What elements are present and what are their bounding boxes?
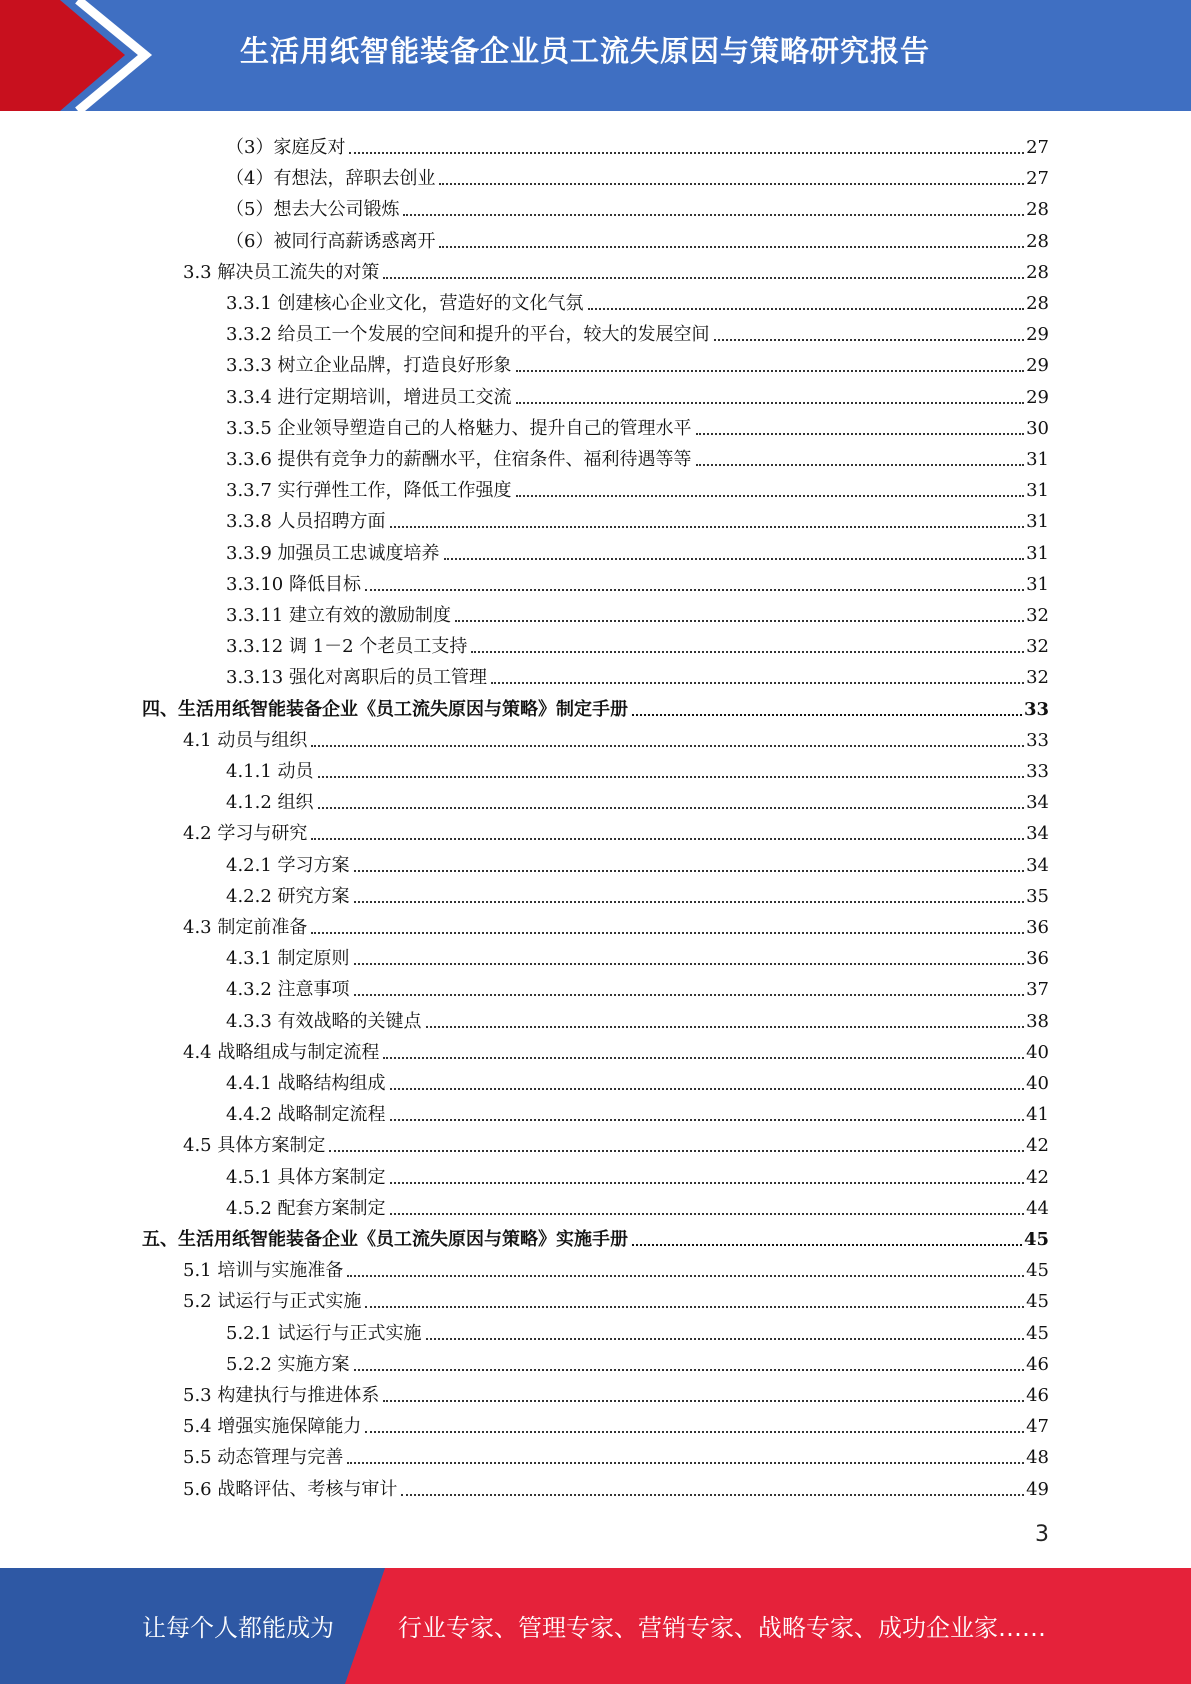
footer-slogan-list: 行业专家、管理专家、营销专家、战略专家、成功企业家…… [398, 1614, 1046, 1642]
toc-dot-leader [354, 901, 1025, 903]
toc-dot-leader [318, 807, 1025, 809]
toc-dot-leader [696, 433, 1025, 435]
toc-entry[interactable] [183, 253, 1049, 284]
toc-dot-leader [439, 246, 1024, 248]
toc-entry-page: 28 [1026, 293, 1049, 314]
toc-entry[interactable] [226, 1314, 1049, 1345]
toc-entry-page: 34 [1026, 792, 1049, 814]
toc-entry[interactable] [226, 846, 1049, 877]
toc-entry-page: 40 [1026, 1073, 1049, 1094]
toc-entry-page: 35 [1026, 885, 1049, 907]
toc-dot-leader [471, 651, 1024, 653]
toc-entry[interactable] [226, 315, 1049, 346]
toc-entry[interactable] [226, 565, 1049, 596]
toc-entry-label: 3.3.12 调 1－2 个老员工支持 [226, 636, 468, 658]
toc-entry-page: 40 [1026, 1041, 1049, 1063]
toc-entry[interactable] [226, 970, 1049, 1001]
toc-entry[interactable] [183, 1407, 1049, 1438]
toc-entry-page: 34 [1026, 823, 1049, 845]
toc-entry-label: （3）家庭反对 [226, 137, 346, 158]
toc-entry[interactable] [226, 1345, 1049, 1376]
toc-entry[interactable] [183, 1470, 1049, 1501]
toc-entry[interactable] [226, 471, 1049, 502]
toc-entry[interactable] [183, 1438, 1049, 1469]
toc-entry-label: 5.2 试运行与正式实施 [183, 1291, 362, 1313]
toc-entry[interactable] [183, 1126, 1049, 1157]
toc-dot-leader [390, 1088, 1025, 1090]
toc-entry-page: 29 [1026, 386, 1049, 408]
toc-entry-label: 5.4 增强实施保障能力 [183, 1416, 362, 1438]
toc-entry-page: 49 [1026, 1478, 1049, 1500]
toc-entry-label: 3.3.5 企业领导塑造自己的人格魅力、提升自己的管理水平 [226, 417, 692, 439]
toc-entry[interactable] [226, 658, 1049, 689]
toc-dot-leader [318, 776, 1025, 778]
toc-entry-page: 44 [1026, 1197, 1049, 1219]
toc-dot-leader [354, 994, 1025, 996]
toc-entry[interactable] [226, 1158, 1049, 1189]
toc-entry-page: 36 [1026, 917, 1049, 938]
toc-entry[interactable] [226, 1064, 1049, 1095]
toc-entry-page: 32 [1026, 605, 1049, 626]
toc-entry[interactable] [226, 346, 1049, 377]
toc-dot-leader [632, 1244, 1022, 1246]
toc-dot-leader [516, 370, 1025, 372]
report-title: 生活用纸智能装备企业员工流失原因与策略研究报告 [240, 34, 931, 68]
toc-entry-label: 四、生活用纸智能装备企业《员工流失原因与策略》制定手册 [142, 698, 628, 720]
toc-entry-label: 3.3 解决员工流失的对策 [183, 261, 380, 283]
toc-entry-page: 29 [1026, 324, 1049, 346]
toc-entry-page: 38 [1026, 1010, 1049, 1032]
toc-dot-leader [311, 838, 1024, 840]
toc-entry[interactable] [226, 1095, 1049, 1126]
toc-dot-leader [329, 1150, 1024, 1152]
toc-entry[interactable] [142, 1220, 1049, 1251]
toc-entry[interactable] [226, 409, 1049, 440]
toc-entry-page: 46 [1026, 1385, 1049, 1406]
toc-entry[interactable] [226, 222, 1049, 253]
toc-entry[interactable] [226, 159, 1049, 190]
toc-entry[interactable] [183, 814, 1049, 845]
toc-entry-page: 28 [1026, 261, 1049, 283]
toc-entry-page: 46 [1026, 1353, 1049, 1375]
toc-entry-page: 28 [1026, 199, 1049, 221]
toc-entry-label: 4.4 战略组成与制定流程 [183, 1041, 380, 1063]
toc-entry-label: 3.3.4 进行定期培训，增进员工交流 [226, 386, 512, 408]
toc-dot-leader [426, 1026, 1025, 1028]
toc-entry[interactable] [226, 1002, 1049, 1033]
toc-entry-page: 33 [1026, 761, 1049, 782]
toc-entry-page: 29 [1026, 355, 1049, 377]
toc-entry-label: 4.1.1 动员 [226, 761, 314, 782]
toc-entry[interactable] [226, 284, 1049, 315]
page-header [0, 0, 1191, 111]
toc-entry[interactable] [183, 721, 1049, 752]
toc-entry-page: 31 [1026, 573, 1049, 595]
toc-entry[interactable] [142, 690, 1049, 721]
toc-entry[interactable] [226, 440, 1049, 471]
toc-entry-label: 3.3.3 树立企业品牌，打造良好形象 [226, 355, 512, 377]
toc-dot-leader [588, 308, 1025, 310]
toc-entry[interactable] [226, 502, 1049, 533]
toc-entry-page: 30 [1026, 417, 1049, 439]
toc-entry[interactable] [226, 939, 1049, 970]
toc-entry[interactable] [226, 378, 1049, 409]
toc-entry-page: 42 [1026, 1135, 1049, 1157]
toc-entry[interactable] [226, 534, 1049, 565]
toc-entry-label: （5）想去大公司锻炼 [226, 199, 400, 221]
toc-entry-label: 4.2.2 研究方案 [226, 885, 350, 907]
toc-dot-leader [347, 1275, 1024, 1277]
toc-entry-label: 4.3.3 有效战略的关键点 [226, 1010, 422, 1032]
toc-dot-leader [696, 464, 1025, 466]
toc-dot-leader [390, 526, 1025, 528]
toc-entry-label: 五、生活用纸智能装备企业《员工流失原因与策略》实施手册 [142, 1229, 628, 1250]
toc-entry[interactable] [183, 908, 1049, 939]
toc-entry-label: 3.3.1 创建核心企业文化，营造好的文化气氛 [226, 293, 584, 314]
toc-dot-leader [455, 620, 1024, 622]
toc-dot-leader [444, 558, 1025, 560]
toc-entry-page: 33 [1023, 698, 1049, 720]
toc-entry[interactable] [183, 1282, 1049, 1313]
toc-entry-label: 3.3.9 加强员工忠诚度培养 [226, 542, 440, 564]
toc-entry-label: 4.2 学习与研究 [183, 823, 308, 845]
toc-entry-page: 28 [1026, 230, 1049, 252]
toc-entry-label: 5.2.1 试运行与正式实施 [226, 1322, 422, 1344]
toc-dot-leader [390, 1119, 1025, 1121]
toc-entry[interactable] [226, 783, 1049, 814]
toc-dot-leader [516, 495, 1025, 497]
toc-entry-label: 4.2.1 学习方案 [226, 854, 350, 876]
toc-entry-page: 45 [1026, 1291, 1049, 1313]
footer-slogan-lead: 让每个人都能成为 [142, 1614, 334, 1642]
toc-dot-leader [354, 1369, 1025, 1371]
toc-dot-leader [390, 1182, 1025, 1184]
toc-entry-page: 41 [1026, 1104, 1049, 1126]
page-number: 3 [1035, 1522, 1049, 1547]
toc-entry-page: 33 [1026, 729, 1049, 751]
toc-entry-page: 31 [1026, 542, 1049, 564]
toc-dot-leader [311, 745, 1024, 747]
toc-entry-page: 42 [1026, 1166, 1049, 1188]
toc-entry-label: （6）被同行高薪诱惑离开 [226, 230, 436, 252]
toc-dot-leader [632, 714, 1022, 716]
toc-dot-leader [365, 589, 1024, 591]
toc-entry-page: 45 [1026, 1322, 1049, 1344]
toc-entry-label: 4.3 制定前准备 [183, 917, 308, 938]
toc-entry[interactable] [226, 1189, 1049, 1220]
toc-dot-leader [426, 1338, 1025, 1340]
toc-entry[interactable] [226, 596, 1049, 627]
toc-entry-page: 45 [1023, 1229, 1049, 1250]
toc-entry[interactable] [226, 190, 1049, 221]
toc-entry[interactable] [183, 1251, 1049, 1282]
toc-entry-label: 5.3 构建执行与推进体系 [183, 1385, 380, 1406]
toc-dot-leader [354, 963, 1025, 965]
toc-entry-page: 37 [1026, 979, 1049, 1001]
toc-entry-page: 34 [1026, 854, 1049, 876]
toc-dot-leader [365, 1431, 1024, 1433]
toc-entry-label: 4.5.1 具体方案制定 [226, 1166, 386, 1188]
toc-entry-label: 5.6 战略评估、考核与审计 [183, 1478, 398, 1500]
toc-entry-label: 5.1 培训与实施准备 [183, 1260, 344, 1282]
toc-dot-leader [403, 214, 1024, 216]
toc-dot-leader [349, 152, 1024, 154]
toc-entry-page: 31 [1026, 480, 1049, 502]
toc-dot-leader [516, 402, 1025, 404]
toc-dot-leader [491, 682, 1024, 684]
toc-entry[interactable] [226, 877, 1049, 908]
toc-entry-label: 4.3.2 注意事项 [226, 979, 350, 1001]
toc-entry-label: 4.1 动员与组织 [183, 729, 308, 751]
toc-entry-page: 36 [1026, 948, 1049, 970]
toc-entry-page: 31 [1026, 449, 1049, 470]
toc-entry-page: 27 [1026, 168, 1049, 190]
toc-entry[interactable] [226, 128, 1049, 159]
toc-entry-page: 32 [1026, 667, 1049, 689]
toc-entry-page: 48 [1026, 1447, 1049, 1469]
page-footer [0, 1568, 1191, 1684]
toc-entry-page: 47 [1026, 1416, 1049, 1438]
toc-dot-leader [439, 183, 1024, 185]
toc-entry-label: 3.3.11 建立有效的激励制度 [226, 605, 451, 626]
toc-dot-leader [347, 1462, 1024, 1464]
toc-dot-leader [714, 339, 1025, 341]
toc-entry[interactable] [183, 1033, 1049, 1064]
toc-entry-label: 3.3.13 强化对离职后的员工管理 [226, 667, 487, 689]
toc-dot-leader [383, 1400, 1024, 1402]
toc-entry[interactable] [226, 752, 1049, 783]
toc-dot-leader [390, 1213, 1025, 1215]
toc-entry-label: 4.4.2 战略制定流程 [226, 1104, 386, 1126]
toc-dot-leader [401, 1494, 1024, 1496]
toc-entry-page: 31 [1026, 511, 1049, 533]
toc-entry-label: 4.1.2 组织 [226, 792, 314, 814]
toc-entry-label: 5.5 动态管理与完善 [183, 1447, 344, 1469]
toc-entry-label: 4.4.1 战略结构组成 [226, 1073, 386, 1094]
toc-entry-label: 4.5 具体方案制定 [183, 1135, 326, 1157]
toc-dot-leader [383, 1057, 1024, 1059]
toc-entry-label: 4.5.2 配套方案制定 [226, 1197, 386, 1219]
toc-dot-leader [311, 932, 1024, 934]
toc-entry-label: 3.3.2 给员工一个发展的空间和提升的平台，较大的发展空间 [226, 324, 710, 346]
toc-entry[interactable] [226, 627, 1049, 658]
toc-entry-label: 3.3.10 降低目标 [226, 573, 361, 595]
toc-dot-leader [365, 1306, 1024, 1308]
toc-dot-leader [383, 277, 1024, 279]
toc-dot-leader [354, 870, 1025, 872]
toc-entry-page: 45 [1026, 1260, 1049, 1282]
toc-entry-label: 3.3.7 实行弹性工作，降低工作强度 [226, 480, 512, 502]
toc-entry-label: 3.3.8 人员招聘方面 [226, 511, 386, 533]
toc-entry-label: 5.2.2 实施方案 [226, 1353, 350, 1375]
toc-entry-label: 4.3.1 制定原则 [226, 948, 350, 970]
toc-entry-label: 3.3.6 提供有竞争力的薪酬水平，住宿条件、福利待遇等等 [226, 449, 692, 470]
toc-entry-page: 32 [1026, 636, 1049, 658]
toc-entry-page: 27 [1026, 137, 1049, 158]
toc-entry[interactable] [183, 1376, 1049, 1407]
toc-entry-label: （4）有想法，辞职去创业 [226, 168, 436, 190]
